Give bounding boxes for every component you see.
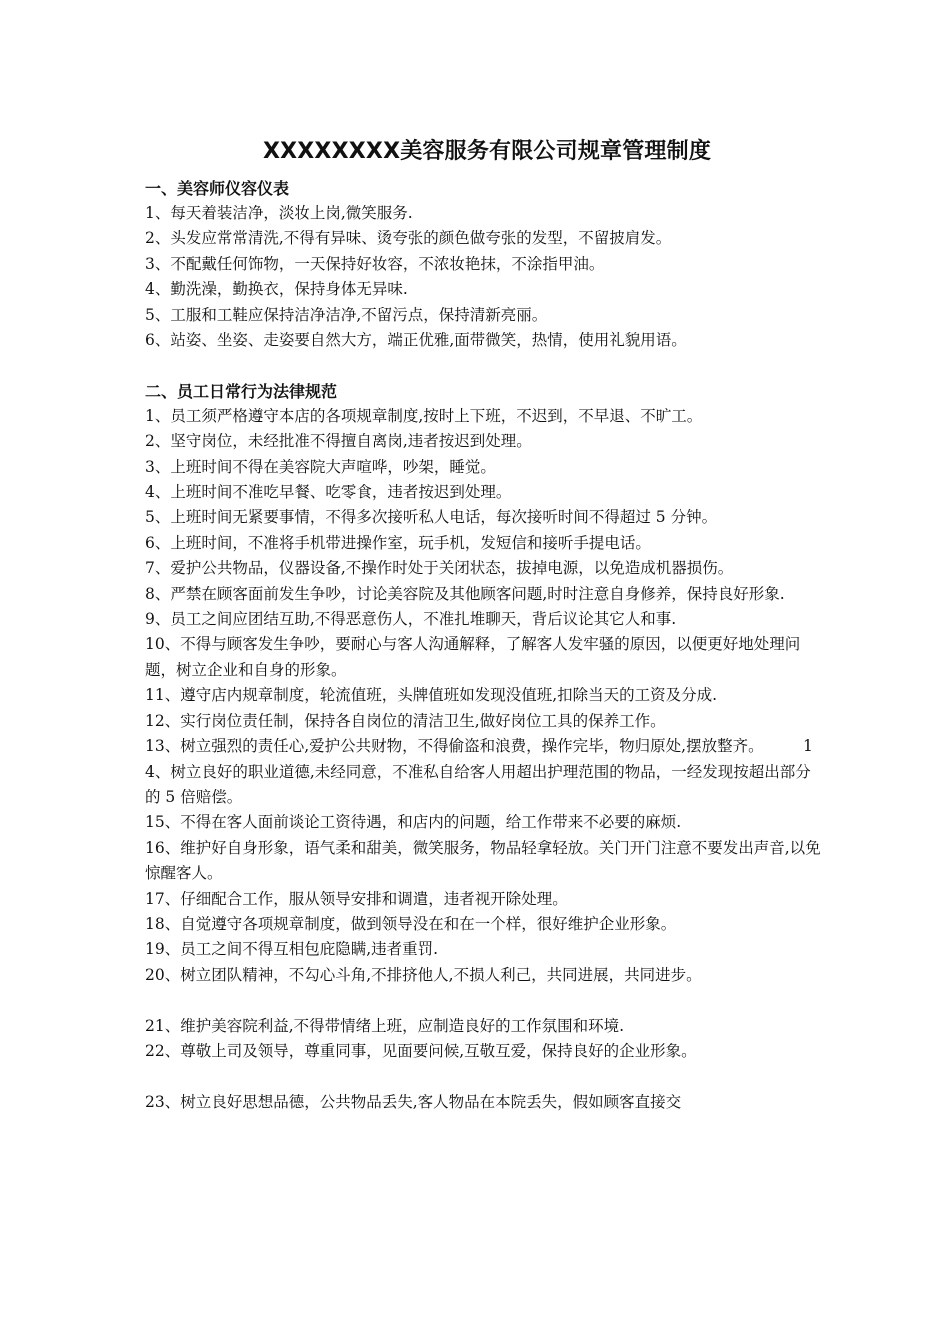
document-page <box>145 136 825 1115</box>
rule-item: 2、头发应常常清洗,不得有异味、烫夸张的颜色做夸张的发型，不留披肩发。 <box>145 229 672 248</box>
rule-item: 22、尊敬上司及领导，尊重同事，见面要问候,互敬互爱，保持良好的企业形象。 <box>145 1041 697 1060</box>
rule-item: 4、勤洗澡，勤换衣，保持身体无异味. <box>145 280 408 299</box>
rule-item: 15、不得在客人面前谈论工资待遇，和店内的问题，给工作带来不必要的麻烦. <box>145 813 682 832</box>
rule-item: 8、严禁在顾客面前发生争吵，讨论美容院及其他顾客问题,时时注意自身修养，保持良好形象. <box>145 584 785 603</box>
rule-item: 19、员工之间不得互相包庇隐瞒,违者重罚. <box>145 940 439 959</box>
rule-item: 2、坚守岗位，未经批准不得擅自离岗,违者按迟到处理。 <box>145 432 532 451</box>
rule-item: 9、员工之间应团结互助,不得恶意伤人，不准扎堆聊天，背后议论其它人和事. <box>145 610 677 629</box>
rule-item: 5、工服和工鞋应保持洁净洁净,不留污点，保持清新亮丽。 <box>145 305 548 324</box>
blank-line <box>145 1064 825 1089</box>
rule-item: 6、站姿、坐姿、走姿要自然大方，端正优雅,面带微笑，热情，使用礼貌用语。 <box>145 331 687 350</box>
rule-item: 6、上班时间，不准将手机带进操作室，玩手机，发短信和接听手提电话。 <box>145 533 651 552</box>
rule-item: 1、每天着装洁净，淡妆上岗,微笑服务. <box>145 204 413 222</box>
section-heading: 二、员工日常行为法律规范 <box>145 381 338 401</box>
rule-item: 3、上班时间不得在美容院大声喧哗，吵架，睡觉。 <box>145 457 496 476</box>
rule-item: 21、维护美容院利益,不得带情绪上班，应制造良好的工作氛围和环境. <box>145 1016 625 1035</box>
rule-item: 1、员工须严格遵守本店的各项规章制度,按时上下班，不迟到，不早退、不旷工。 <box>145 406 703 425</box>
section-heading: 一、美容师仪容仪表 <box>145 179 290 198</box>
rule-item: 5、上班时间无紧要事情，不得多次接听私人电话，每次接听时间不得超过 5 分钟。 <box>145 508 718 527</box>
rule-item: 17、仔细配合工作，服从领导安排和调遣，违者视开除处理。 <box>145 889 568 908</box>
blank-line <box>145 988 825 1013</box>
rule-item: 13、树立强烈的责任心,爱护公共财物，不得偷盗和浪费，操作完毕，物归原处,摆放整齐。 14、树立良好的职业道德,未经同意，不准私自给客人用超出护理范围的物品，一经发现按超出部分的 5 倍赔偿。 <box>145 737 813 806</box>
rule-item: 23、树立良好思想品德，公共物品丢失,客人物品在本院丢失，假如顾客直接交 <box>145 1092 682 1111</box>
rule-item: 12、实行岗位责任制，保持各自岗位的清洁卫生,做好岗位工具的保养工作。 <box>145 711 666 730</box>
blank-line <box>145 353 825 378</box>
rule-item: 4、上班时间不准吃早餐、吃零食，违者按迟到处理。 <box>145 483 512 502</box>
rule-item: 20、树立团队精神，不勾心斗角,不排挤他人,不损人利己，共同进展，共同进步。 <box>145 965 702 984</box>
rule-item: 11、遵守店内规章制度，轮流值班，头牌值班如发现没值班,扣除当天的工资及分成. <box>145 686 718 705</box>
rule-item: 18、自觉遵守各项规章制度，做到领导没在和在一个样，很好维护企业形象。 <box>145 914 677 933</box>
rule-item: 7、爱护公共物品，仪器设备,不操作时处于关闭状态，拔掉电源，以免造成机器损伤。 <box>145 559 734 578</box>
section-conduct <box>145 379 825 1115</box>
document-title: XXXXXXXX美容服务有限公司规章管理制度 <box>262 139 712 164</box>
rule-item: 3、不配戴任何饰物，一天保持好妆容，不浓妆艳抹，不涂指甲油。 <box>145 254 605 273</box>
section-appearance <box>145 176 825 353</box>
rule-item: 10、不得与顾客发生争吵，要耐心与客人沟通解释，了解客人发牢骚的原因，以便更好地处理问题，树立企业和自身的形象。 <box>145 635 801 679</box>
rule-item: 16、维护好自身形象，语气柔和甜美，微笑服务，物品轻拿轻放。关门开门注意不要发出声音,以免惊醒客人。 <box>145 838 821 883</box>
